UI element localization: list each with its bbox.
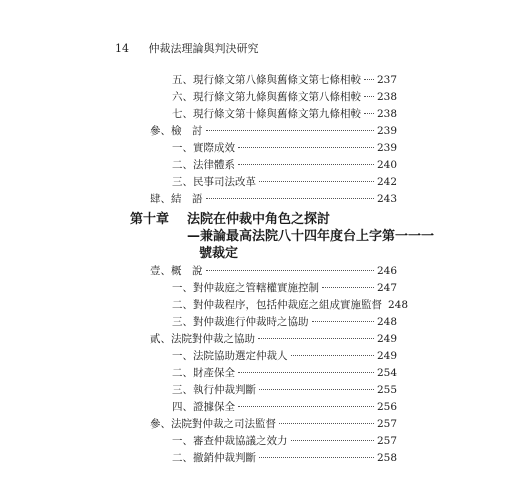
- leader-dots: [238, 164, 374, 165]
- toc-entry-page: 246: [376, 265, 397, 277]
- toc-entry-label: 參、法院對仲裁之司法監督: [150, 418, 276, 430]
- toc-section[interactable]: [150, 191, 397, 207]
- toc-entry[interactable]: [172, 382, 397, 398]
- leader-dots: [364, 113, 374, 114]
- leader-dots: [238, 406, 374, 407]
- toc-entry-page: 257: [376, 418, 397, 430]
- toc-entry-page: 255: [376, 384, 397, 396]
- toc-entry-label: 二、對仲裁程序，包括仲裁庭之組成實施監督: [172, 299, 382, 311]
- toc-entry[interactable]: [172, 157, 397, 173]
- toc-entry-label: 三、民事司法改革: [172, 176, 256, 188]
- toc-entry-label: 一、法院協助選定仲裁人: [172, 350, 288, 362]
- leader-dots: [238, 147, 374, 148]
- toc-entry-page: 242: [376, 176, 397, 188]
- toc-entry[interactable]: [172, 72, 397, 88]
- toc-entry-page: 248: [376, 316, 397, 328]
- leader-dots: [279, 423, 374, 424]
- toc-entry-page: 248: [388, 299, 409, 311]
- toc-entry-page: 258: [376, 452, 397, 464]
- leader-dots: [206, 198, 374, 199]
- toc-entry-label: 參、檢 討: [150, 125, 203, 137]
- toc-entry-label: 四、證據保全: [172, 401, 235, 413]
- chapter-subtitle: —兼論最高法院八十四年度台上字第一一一: [187, 229, 435, 244]
- leader-dots: [364, 79, 374, 80]
- chapter-subtitle-continued: 號裁定: [199, 246, 239, 261]
- toc-entry-page: 256: [376, 401, 397, 413]
- toc-entry[interactable]: [172, 297, 409, 313]
- toc-entry[interactable]: [172, 174, 397, 190]
- leader-dots: [259, 457, 374, 458]
- toc-entry-page: 238: [376, 91, 397, 103]
- toc-entry-page: 237: [376, 74, 397, 86]
- toc-entry-label: 一、對仲裁庭之管轄權實施控制: [172, 282, 319, 294]
- toc-entry-label: 二、撤銷仲裁判斷: [172, 452, 256, 464]
- toc-entry-label: 二、法律體系: [172, 159, 235, 171]
- toc-entry[interactable]: [172, 365, 397, 381]
- toc-entry[interactable]: [172, 140, 397, 156]
- chapter-title: 法院在仲裁中角色之探討: [187, 212, 331, 227]
- toc-entry[interactable]: [172, 280, 397, 296]
- leader-dots: [206, 270, 374, 271]
- toc-entry-label: 二、財產保全: [172, 367, 235, 379]
- chapter-label: 第十章: [130, 212, 170, 227]
- toc-entry-label: 壹、概 說: [150, 265, 203, 277]
- toc-entry-page: 249: [376, 333, 397, 345]
- toc-entry-label: 七、現行條文第十條與舊條文第九條相較: [172, 108, 361, 120]
- page-number: 14: [115, 42, 129, 55]
- toc-entry-label: 肆、結 語: [150, 193, 203, 205]
- leader-dots: [259, 389, 374, 390]
- toc-section[interactable]: [150, 331, 397, 347]
- toc-entry[interactable]: [172, 348, 397, 364]
- leader-dots: [291, 355, 374, 356]
- toc-entry-page: 247: [376, 282, 397, 294]
- leader-dots: [322, 287, 374, 288]
- chapter-heading[interactable]: [130, 211, 434, 262]
- toc-section[interactable]: [150, 123, 397, 139]
- toc-section[interactable]: [150, 263, 397, 279]
- toc-entry[interactable]: [172, 106, 397, 122]
- toc-entry-label: 三、對仲裁進行仲裁時之協助: [172, 316, 309, 328]
- leader-dots: [259, 181, 374, 182]
- toc-entry-label: 一、審查仲裁協議之效力: [172, 435, 288, 447]
- toc-section[interactable]: [150, 416, 397, 432]
- toc-entry[interactable]: [172, 399, 397, 415]
- leader-dots: [206, 130, 374, 131]
- toc-entry-page: 238: [376, 108, 397, 120]
- toc-entry-page: 249: [376, 350, 397, 362]
- leader-dots: [258, 338, 374, 339]
- toc-entry-page: 239: [376, 142, 397, 154]
- toc-entry[interactable]: [172, 433, 397, 449]
- book-title: 仲裁法理論與判決研究: [148, 42, 259, 55]
- toc-entry-label: 六、現行條文第九條與舊條文第八條相較: [172, 91, 361, 103]
- toc-entry-page: 257: [376, 435, 397, 447]
- toc-entry-page: 243: [376, 193, 397, 205]
- page-header: [115, 40, 259, 56]
- leader-dots: [291, 440, 374, 441]
- toc-entry[interactable]: [172, 450, 397, 466]
- toc-entry[interactable]: [172, 89, 397, 105]
- leader-dots: [238, 372, 374, 373]
- toc-entry-label: 五、現行條文第八條與舊條文第七條相較: [172, 74, 361, 86]
- toc-entry-page: 239: [376, 125, 397, 137]
- toc-entry-label: 貳、法院對仲裁之協助: [150, 333, 255, 345]
- leader-dots: [312, 321, 374, 322]
- leader-dots: [364, 96, 374, 97]
- toc-entry-page: 240: [376, 159, 397, 171]
- toc-entry[interactable]: [172, 314, 397, 330]
- toc-entry-page: 254: [376, 367, 397, 379]
- toc-entry-label: 一、實際成效: [172, 142, 235, 154]
- toc-entry-label: 三、執行仲裁判斷: [172, 384, 256, 396]
